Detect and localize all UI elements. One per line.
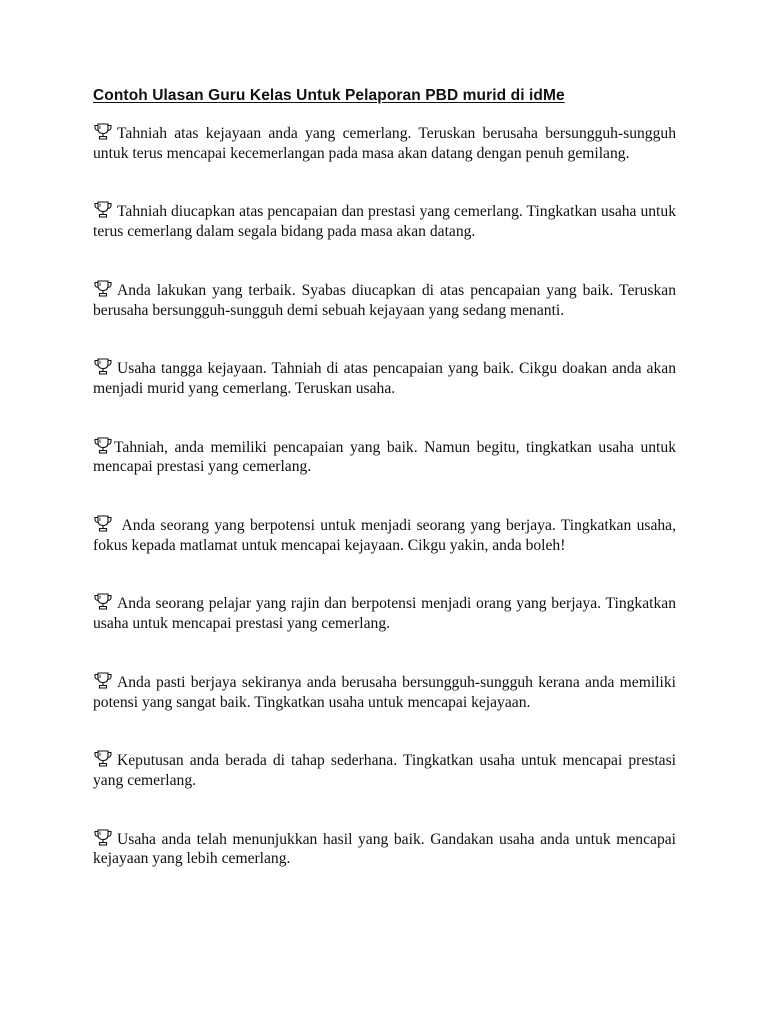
comment-item xyxy=(93,829,676,869)
comment-text: Anda lakukan yang terbaik. Syabas diucapkan di atas pencapaian yang baik. Teruskan berusaha bersungguh-sungguh demi sebuah kejayaan yang sedang menanti. xyxy=(93,281,676,319)
comment-text: Anda pasti berjaya sekiranya anda berusaha bersungguh-sungguh kerana anda memiliki potensi yang sangat baik. Tingkatkan usaha untuk mencapai kejayaan. xyxy=(93,673,676,711)
trophy-icon xyxy=(93,358,113,375)
document-page xyxy=(93,86,676,907)
trophy-icon xyxy=(93,593,113,610)
comment-item xyxy=(93,280,676,320)
comment-item xyxy=(93,201,676,241)
trophy-icon xyxy=(93,672,113,689)
comment-text: Usaha anda telah menunjukkan hasil yang baik. Gandakan usaha anda untuk mencapai kejayaan yang lebih cemerlang. xyxy=(93,830,676,868)
comment-item xyxy=(93,437,676,477)
comment-text: Usaha tangga kejayaan. Tahniah di atas pencapaian yang baik. Cikgu doakan anda akan menjadi murid yang cemerlang. Teruskan usaha. xyxy=(93,360,676,397)
trophy-icon xyxy=(93,437,113,454)
comment-item xyxy=(93,123,676,163)
comment-text: Tahniah atas kejayaan anda yang cemerlang. Teruskan berusaha bersungguh-sungguh untuk terus mencapai kecemerlangan pada masa akan datang dengan penuh gemilang. xyxy=(93,125,676,162)
trophy-icon xyxy=(93,201,113,218)
comment-text: Tahniah, anda memiliki pencapaian yang baik. Namun begitu, tingkatkan usaha untuk mencapai prestasi yang cemerlang. xyxy=(93,438,676,476)
trophy-icon xyxy=(93,829,113,846)
document-title: Contoh Ulasan Guru Kelas Untuk Pelaporan PBD murid di idMe xyxy=(93,87,565,104)
comment-item xyxy=(93,515,676,555)
comment-item xyxy=(93,593,676,633)
trophy-icon xyxy=(93,515,113,532)
comment-item xyxy=(93,672,676,712)
comment-item xyxy=(93,750,676,790)
comment-text: Anda seorang pelajar yang rajin dan berpotensi menjadi orang yang berjaya. Tingkatkan usaha untuk mencapai prestasi yang cemerlang. xyxy=(93,595,676,633)
trophy-icon xyxy=(93,280,113,297)
trophy-icon xyxy=(93,123,113,140)
trophy-icon xyxy=(93,750,113,767)
comment-item xyxy=(93,358,676,398)
comment-text: Tahniah diucapkan atas pencapaian dan prestasi yang cemerlang. Tingkatkan usaha untuk terus cemerlang dalam segala bidang pada masa akan datang. xyxy=(93,203,676,241)
comment-text: Anda seorang yang berpotensi untuk menjadi seorang yang berjaya. Tingkatkan usaha, fokus kepada matlamat untuk mencapai kejayaan. Cikgu yakin, anda boleh! xyxy=(93,517,676,554)
comment-text: Keputusan anda berada di tahap sederhana. Tingkatkan usaha untuk mencapai prestasi yang cemerlang. xyxy=(93,752,676,789)
